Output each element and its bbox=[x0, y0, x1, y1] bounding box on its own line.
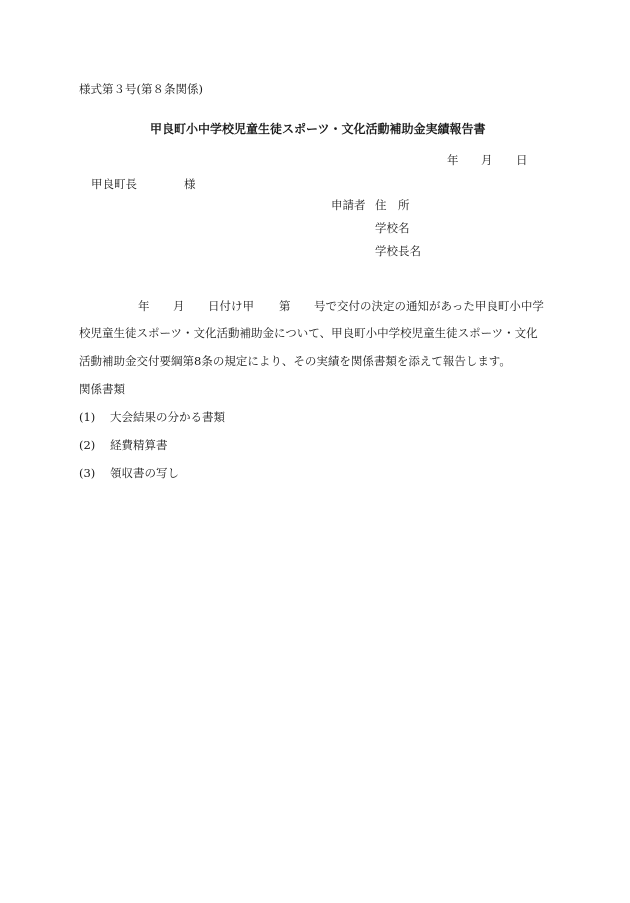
document-item-text: 大会結果の分かる書類 bbox=[110, 410, 225, 424]
applicant-address-label: 住 所 bbox=[375, 198, 410, 212]
document-item-number: (1) bbox=[79, 410, 96, 424]
document-item-number: (2) bbox=[79, 438, 96, 452]
body-line-2: 校児童生徒スポーツ・文化活動補助金について、甲良町小中学校児童生徒スポーツ・文化 bbox=[79, 326, 538, 340]
body-number-suffix: 号で交付の決定の通知があった甲良町小中学 bbox=[314, 299, 544, 313]
date-year: 年 bbox=[447, 153, 459, 167]
body-year: 年 bbox=[138, 299, 150, 313]
applicant-school-label: 学校名 bbox=[375, 221, 410, 235]
date-day: 日 bbox=[516, 153, 528, 167]
body-line-3: 活動補助金交付要綱第8条の規定により、その実績を関係書類を添えて報告します。 bbox=[79, 354, 511, 368]
date-month: 月 bbox=[481, 153, 493, 167]
form-number: 様式第３号(第８条関係) bbox=[79, 82, 203, 96]
document-title: 甲良町小中学校児童生徒スポーツ・文化活動補助金実績報告書 bbox=[150, 122, 486, 136]
addressee-honorific: 様 bbox=[184, 177, 196, 191]
body-day-ref: 日付け甲 bbox=[208, 299, 254, 313]
applicant-label: 申請者 bbox=[331, 198, 366, 212]
document-item-text: 領収書の写し bbox=[110, 466, 179, 480]
documents-heading: 関係書類 bbox=[79, 382, 125, 396]
body-month: 月 bbox=[173, 299, 185, 313]
body-number-prefix: 第 bbox=[279, 299, 291, 313]
addressee-name: 甲良町長 bbox=[91, 177, 137, 191]
document-item-number: (3) bbox=[79, 466, 96, 480]
applicant-principal-label: 学校長名 bbox=[375, 244, 421, 258]
document-item-text: 経費精算書 bbox=[110, 438, 168, 452]
